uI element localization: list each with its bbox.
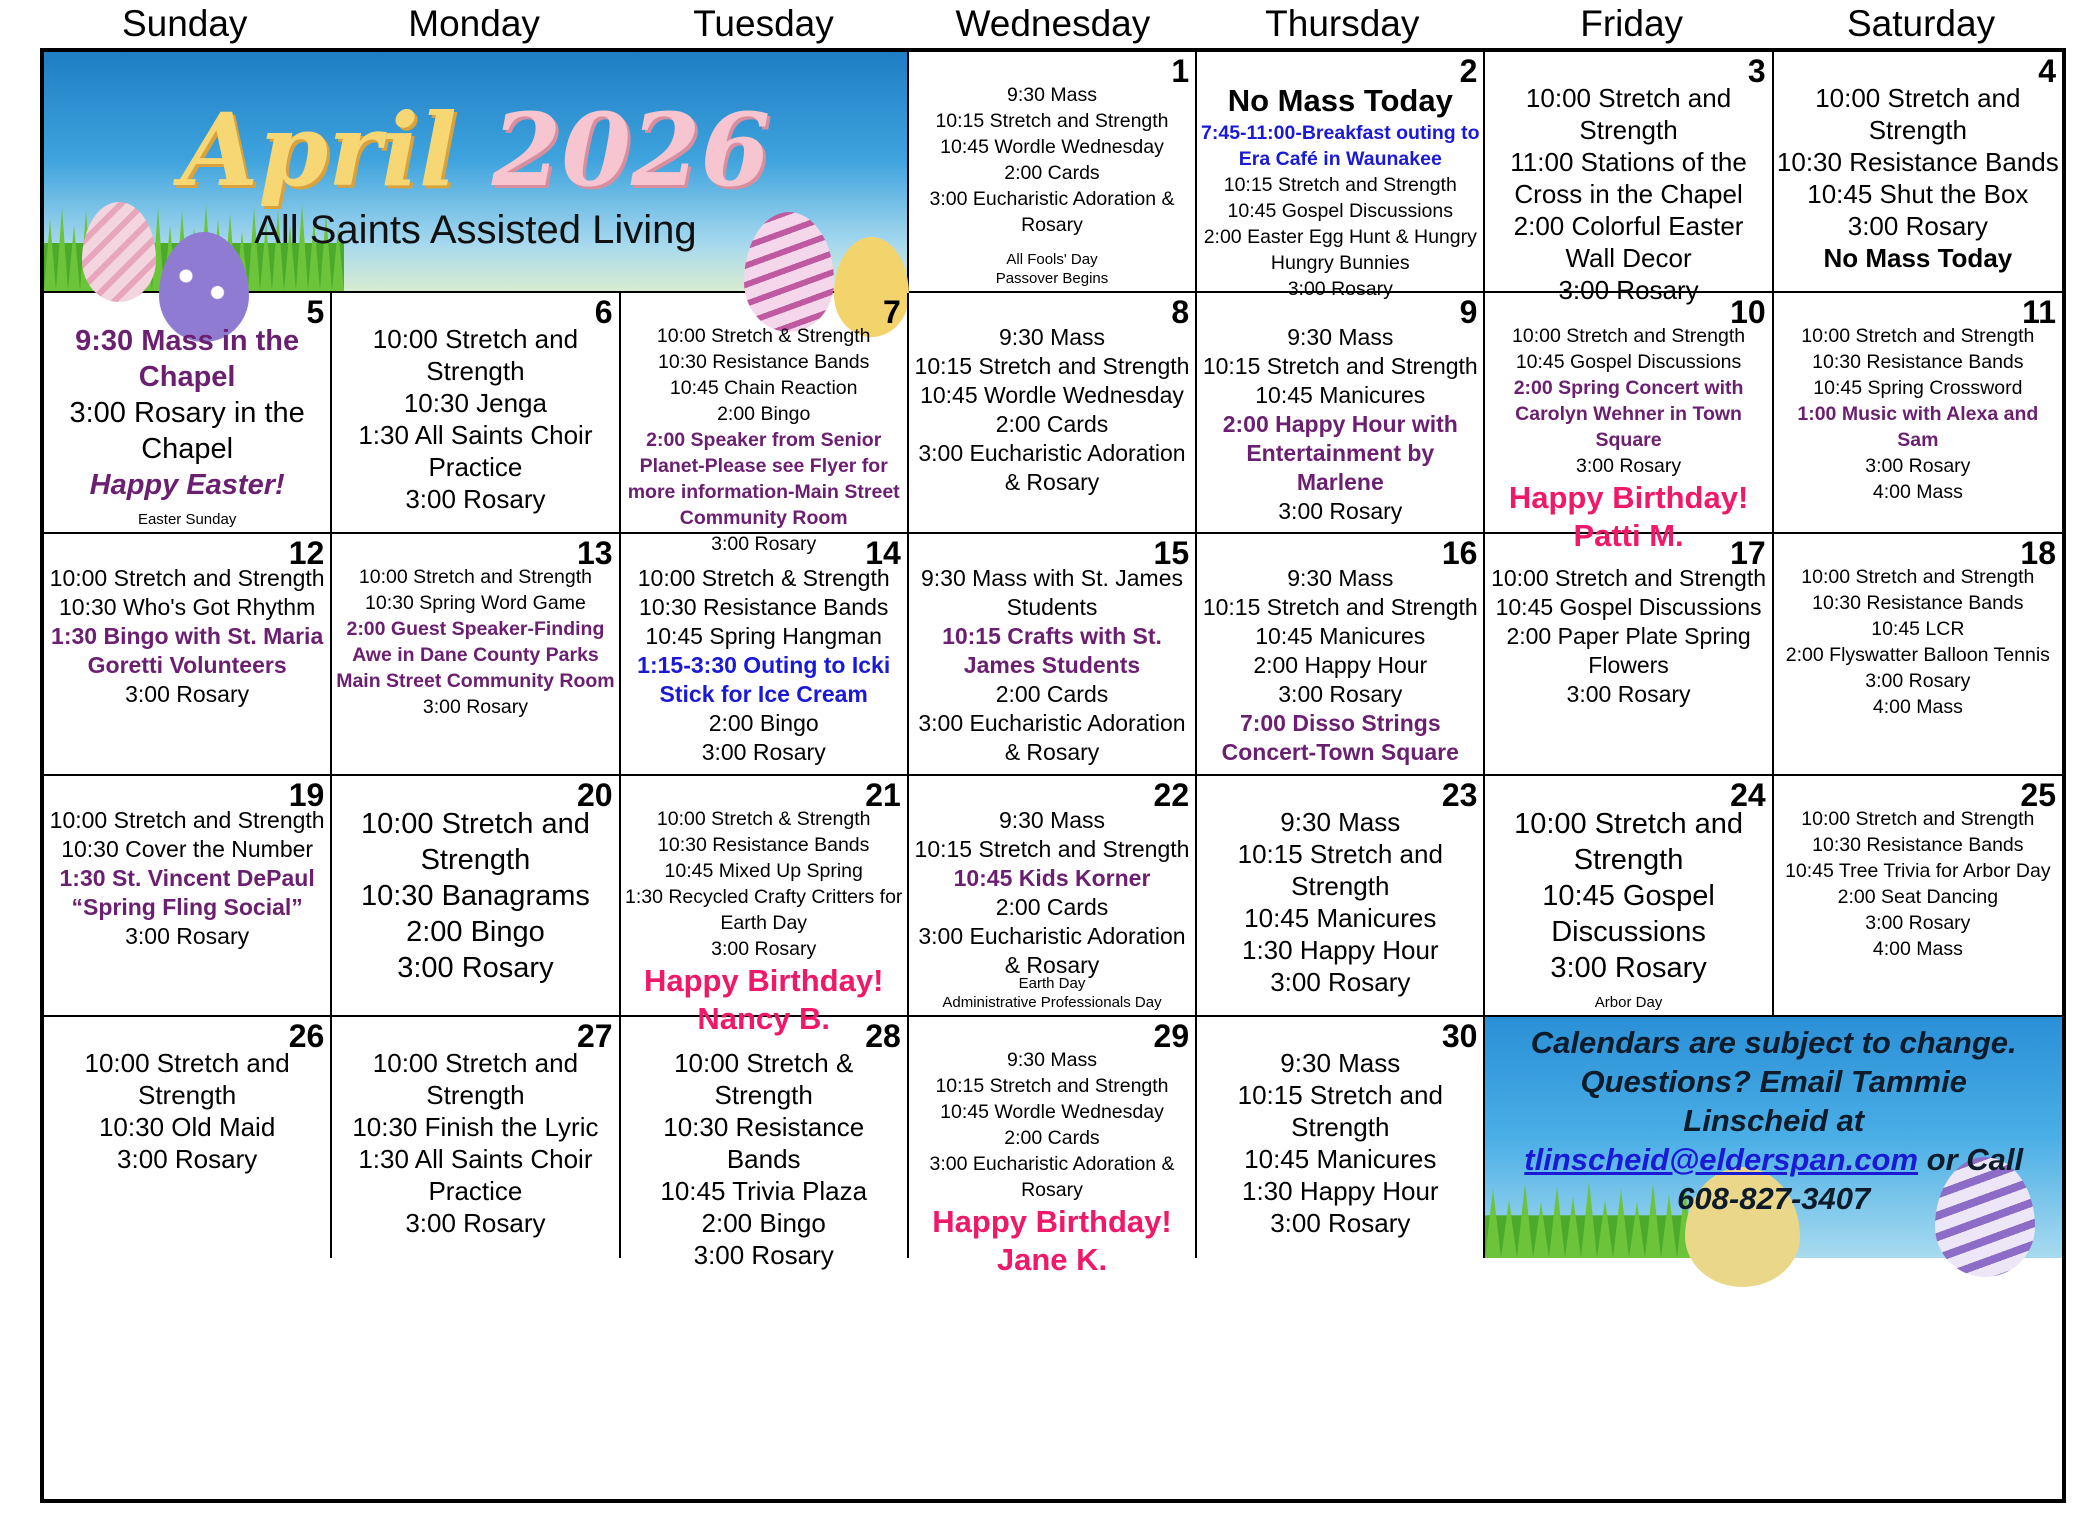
event-item: 10:45 Mixed Up Spring <box>664 859 863 882</box>
holiday-note <box>909 974 1195 1012</box>
event-item: 3:00 Rosary <box>693 1239 834 1270</box>
event-item: 10:00 Stretch and Strength <box>49 806 325 833</box>
event-item: 4:00 Mass <box>1872 937 1963 960</box>
event-item: 3:00 Rosary <box>711 937 817 960</box>
event-item: 2:00 Bingo <box>701 1207 826 1238</box>
event-list <box>912 1047 1192 1279</box>
event-item: 3:00 Eucharistic Adoration & Rosary <box>929 188 1175 236</box>
holiday-label: Earth Day <box>1018 974 1086 992</box>
event-item: 10:30 Resistance Bands <box>1812 592 2024 615</box>
info-line-3: Linscheid at <box>1683 1102 1865 1138</box>
event-item: 10:00 Stretch and Strength <box>372 324 579 387</box>
event-item: 9:30 Mass <box>998 324 1106 351</box>
event-item: 10:45 Kids Korner <box>953 864 1151 891</box>
event-item: 10:45 Wordle Wednesday <box>940 136 1164 158</box>
day-number: 26 <box>288 1017 325 1054</box>
event-item: 1:00 Music with Alexa and Sam <box>1797 403 2039 452</box>
event-item: 1:15-3:30 Outing to Icki Stick for Ice Cream <box>637 652 891 708</box>
event-item: 9:30 Mass <box>998 806 1106 833</box>
event-item: Happy Birthday! Nancy B. <box>643 962 884 1036</box>
holiday-label: All Fools' Day <box>1006 251 1098 269</box>
event-item: 10:30 Banagrams <box>360 879 590 912</box>
day-number: 20 <box>576 776 613 813</box>
holiday-note <box>1485 993 1771 1012</box>
day-cell-9 <box>1197 293 1485 534</box>
event-item: 10:45 Gospel Discussions <box>1495 594 1762 621</box>
event-item: 10:45 Shut the Box <box>1807 179 2029 209</box>
day-cell-2 <box>1197 52 1485 300</box>
day-number: 12 <box>288 535 325 572</box>
day-cell-14 <box>621 534 909 775</box>
phone-number: 608-827-3407 <box>1677 1180 1871 1216</box>
event-list <box>335 323 615 515</box>
event-list <box>624 564 904 767</box>
day-number: 1 <box>1171 53 1190 89</box>
event-item: 10:30 Old Maid <box>98 1111 276 1142</box>
day-cell-12 <box>44 534 332 775</box>
weekday-wednesday: Wednesday <box>955 3 1151 44</box>
event-list <box>335 564 615 720</box>
day-number: 28 <box>865 1017 901 1054</box>
event-item: 2:00 Guest Speaker-Finding Awe in Dane County Parks <box>346 618 605 667</box>
event-item: 2:00 Bingo <box>406 915 545 948</box>
holiday-label: Administrative Professionals Day <box>942 993 1162 1011</box>
day-cell-1 <box>909 52 1197 293</box>
event-item: 3:00 Rosary <box>711 533 817 556</box>
event-list <box>47 806 327 951</box>
event-list <box>47 564 327 709</box>
event-item: Happy Easter! <box>89 469 285 502</box>
event-item: 10:45 Gospel Discussions <box>1227 200 1453 222</box>
holiday-note <box>44 510 330 529</box>
event-item: 3:00 Rosary <box>1270 966 1411 997</box>
event-item: 2:00 Paper Plate Spring Flowers <box>1506 623 1751 679</box>
day-number: 27 <box>576 1017 613 1054</box>
event-item: 1:30 All Saints Choir Practice <box>358 1143 593 1206</box>
event-item: 10:30 Resistance Bands <box>1812 833 2024 856</box>
event-item: 9:30 Mass <box>1287 324 1394 351</box>
day-cell-19 <box>44 776 332 1017</box>
event-item: 2:00 Happy Hour with Entertainment by Marlene <box>1222 411 1458 496</box>
day-cell-29 <box>909 1017 1197 1277</box>
event-item: 2:00 Speaker from Senior Planet-Please see Flyer for more information-Main Street Community Room <box>627 429 900 530</box>
event-item: 10:15 Stretch and Strength <box>1202 353 1478 380</box>
event-item: 10:30 Jenga <box>403 388 547 419</box>
event-item: 3:00 Rosary <box>1865 670 1971 693</box>
event-item: No Mass Today <box>1227 83 1453 118</box>
event-list <box>1488 82 1768 306</box>
day-number: 30 <box>1441 1017 1478 1054</box>
day-number: 11 <box>2022 294 2056 331</box>
event-item: 10:45 Spring Crossword <box>1813 377 2023 400</box>
day-cell-25 <box>1774 776 2062 1017</box>
event-list <box>335 806 615 986</box>
day-number: 15 <box>1153 535 1190 572</box>
event-item: 10:30 Resistance Bands <box>663 1111 865 1174</box>
event-item: 4:00 Mass <box>1872 696 1963 719</box>
weekday-tuesday: Tuesday <box>693 3 834 44</box>
event-list <box>1488 564 1768 709</box>
event-item: 3:00 Rosary <box>1865 911 1971 934</box>
event-item: 3:00 Rosary <box>1278 498 1403 525</box>
event-item: 3:00 Eucharistic Adoration & Rosary <box>929 1152 1175 1201</box>
event-list <box>47 1047 327 1175</box>
day-cell-26 <box>44 1017 332 1258</box>
event-item: 3:00 Rosary <box>1575 455 1682 478</box>
day-number: 7 <box>883 294 901 331</box>
email-link[interactable]: tlinscheid@elderspan.com <box>1524 1141 1919 1177</box>
event-item: Happy Birthday! Jane K. <box>932 1203 1172 1277</box>
event-item: 10:00 Stretch & Strength <box>656 807 871 830</box>
day-number: 29 <box>1153 1017 1190 1054</box>
event-item: 2:00 Cards <box>995 411 1109 438</box>
day-cell-15 <box>909 534 1197 775</box>
weekday-monday: Monday <box>408 3 540 44</box>
event-item: 10:00 Stretch and Strength <box>1815 83 2021 145</box>
event-item: 10:00 Stretch and Strength <box>1514 807 1744 876</box>
info-line-1: Calendars are subject to change. <box>1530 1024 2017 1060</box>
event-item: 4:00 Mass <box>1872 481 1963 504</box>
event-item: 10:00 Stretch and Strength <box>358 566 592 589</box>
contact-info-box <box>1485 1017 2062 1258</box>
event-list <box>624 1047 904 1271</box>
event-item: 9:30 Mass <box>1007 1048 1097 1071</box>
event-item: 3:00 Rosary <box>701 739 826 766</box>
holiday-label: Passover Begins <box>995 270 1109 288</box>
event-item: 3:00 Rosary <box>125 681 250 708</box>
event-list <box>1200 806 1480 998</box>
event-item: 10:30 Resistance Bands <box>639 594 889 621</box>
event-item: 3:00 Rosary <box>405 1207 546 1238</box>
event-list <box>1200 82 1480 302</box>
event-item: 2:00 Colorful Easter Wall Decor <box>1513 211 1744 273</box>
day-cell-27 <box>332 1017 620 1258</box>
event-item: 3:00 Eucharistic Adoration & Rosary <box>918 440 1186 496</box>
event-item: 10:00 Stretch and Strength <box>1525 83 1732 145</box>
event-item: 10:00 Stretch and Strength <box>1491 565 1767 592</box>
event-item: 10:00 Stretch and Strength <box>1512 325 1746 348</box>
event-item: 3:00 Rosary <box>422 696 528 719</box>
event-item: 10:00 Stretch and Strength <box>1801 807 2035 830</box>
event-item: 10:30 Resistance Bands <box>658 833 870 856</box>
event-item: 2:00 Bingo <box>708 710 819 737</box>
event-item: 2:00 Cards <box>995 893 1109 920</box>
or-call-text: or Call <box>1918 1141 2024 1177</box>
event-item: 3:00 Rosary <box>1287 278 1393 300</box>
day-cell-17 <box>1485 534 1773 775</box>
banner-title <box>44 90 907 210</box>
event-list <box>1200 1047 1480 1239</box>
event-item: 10:45 Manicures <box>1244 902 1437 933</box>
day-cell-4 <box>1774 52 2062 293</box>
event-item: 3:00 Rosary <box>125 922 250 949</box>
event-item: 10:45 Wordle Wednesday <box>940 1100 1164 1123</box>
event-item: 10:15 Crafts with St. James Students <box>942 623 1162 679</box>
event-item: 3:00 Rosary <box>1566 681 1691 708</box>
weekday-friday: Friday <box>1580 3 1684 44</box>
event-list <box>1200 323 1480 526</box>
event-list <box>1777 323 2059 505</box>
event-item: 10:45 Chain Reaction <box>669 377 858 400</box>
event-item: 10:30 Cover the Number <box>61 835 314 862</box>
day-number: 9 <box>1459 294 1478 331</box>
event-item: Main Street Community Room <box>336 670 615 693</box>
event-item: 10:00 Stretch and Strength <box>1801 325 2035 348</box>
event-item: 3:00 Rosary <box>1865 455 1971 478</box>
event-item: 10:30 Finish the Lyric <box>352 1111 599 1142</box>
event-item: 10:30 Resistance Bands <box>1812 351 2024 374</box>
event-list <box>1488 323 1768 555</box>
day-cell-20 <box>332 776 620 1017</box>
event-item: 2:00 Cards <box>995 681 1109 708</box>
day-cell-5 <box>44 293 332 534</box>
event-item: 11:00 Stations of the Cross in the Chapel <box>1510 147 1747 209</box>
event-item: 3:00 Eucharistic Adoration & Rosary <box>918 922 1186 978</box>
event-item: 2:00 Bingo <box>717 403 811 426</box>
event-item: 3:00 Rosary <box>1847 211 1988 241</box>
contact-info-text <box>1489 1023 2058 1218</box>
event-item: 10:15 Stretch and Strength <box>1237 1079 1443 1142</box>
holiday-note <box>909 250 1195 288</box>
event-item: 1:30 Happy Hour <box>1242 1175 1439 1206</box>
weekday-header-row <box>40 0 2066 48</box>
day-number: 17 <box>1730 535 1766 572</box>
event-item: 10:30 Spring Word Game <box>365 592 586 615</box>
event-item: 10:30 Resistance Bands <box>658 351 870 374</box>
event-item: 7:00 Disso Strings Concert-Town Square <box>1221 710 1459 766</box>
event-list <box>1488 806 1768 986</box>
event-item: 10:15 Stretch and Strength <box>914 353 1190 380</box>
event-list <box>624 323 904 557</box>
day-number: 8 <box>1171 294 1190 331</box>
event-item: 10:45 Manicures <box>1255 623 1426 650</box>
event-item: 1:30 All Saints Choir Practice <box>358 420 593 483</box>
day-number: 2 <box>1459 53 1478 89</box>
banner-subtitle: All Saints Assisted Living <box>254 208 697 252</box>
day-number: 10 <box>1730 294 1766 331</box>
event-item: 3:00 Rosary <box>1278 681 1403 708</box>
event-item: 1:30 Happy Hour <box>1242 934 1439 965</box>
banner-year: 2026 <box>491 91 771 209</box>
banner-month: April <box>180 91 457 209</box>
day-cell-13 <box>332 534 620 775</box>
event-item: 10:00 Stretch & Strength <box>674 1047 854 1110</box>
day-cell-24 <box>1485 776 1773 1017</box>
event-item: 10:00 Stretch & Strength <box>637 565 890 592</box>
holiday-label: Easter Sunday <box>137 511 237 529</box>
day-number: 19 <box>288 776 325 813</box>
event-item: 3:00 Rosary <box>405 484 546 515</box>
event-item: 10:45 Gospel Discussions <box>1515 351 1742 374</box>
event-list <box>335 1047 615 1239</box>
event-item: 10:15 Stretch and Strength <box>935 110 1169 132</box>
event-item: 9:30 Mass with St. James Students <box>920 565 1184 621</box>
event-item: 2:00 Happy Hour <box>1253 652 1428 679</box>
event-item: 3:00 Rosary <box>1270 1207 1411 1238</box>
event-item: 9:30 Mass <box>1280 1047 1401 1078</box>
event-item: 10:45 Trivia Plaza <box>660 1175 868 1206</box>
day-number: 3 <box>1747 53 1766 89</box>
day-cell-28 <box>621 1017 909 1270</box>
day-number: 13 <box>576 535 613 572</box>
event-item: 2:00 Cards <box>1004 162 1100 184</box>
day-cell-18 <box>1774 534 2062 775</box>
event-item: 10:00 Stretch & Strength <box>656 325 871 348</box>
event-item: 2:00 Seat Dancing <box>1837 885 1999 908</box>
event-item: 10:45 Manicures <box>1244 1143 1437 1174</box>
event-item: 9:30 Mass <box>1287 565 1394 592</box>
event-item: 9:30 Mass <box>1280 806 1401 837</box>
event-item: 2:00 Cards <box>1004 1126 1100 1149</box>
event-item: Happy Birthday! Patti M. <box>1508 480 1749 554</box>
day-cell-16 <box>1197 534 1485 775</box>
event-item: 10:45 Gospel Discussions <box>1542 879 1715 948</box>
day-number: 24 <box>1730 776 1766 813</box>
event-item: 10:15 Stretch and Strength <box>1223 174 1457 196</box>
event-item: 10:00 Stretch and Strength <box>360 807 590 876</box>
event-item: 2:00 Spring Concert with Carolyn Wehner in Town Square <box>1513 377 1744 452</box>
event-item: 10:30 Resistance Bands <box>1776 147 2059 177</box>
event-list <box>912 564 1192 767</box>
day-number: 4 <box>2038 53 2056 89</box>
event-item: 10:45 Manicures <box>1255 382 1426 409</box>
info-line-2: Questions? Email Tammie <box>1580 1063 1967 1099</box>
day-number: 6 <box>594 294 613 331</box>
event-item: 2:00 Flyswatter Balloon Tennis <box>1785 644 2050 667</box>
event-list <box>1200 564 1480 767</box>
event-item: 3:00 Rosary in the Chapel <box>69 397 305 466</box>
weekday-thursday: Thursday <box>1265 3 1420 44</box>
event-item: 3:00 Eucharistic Adoration & Rosary <box>918 710 1186 766</box>
event-item: 7:45-11:00-Breakfast outing to Era Café in Waunakee <box>1201 122 1480 170</box>
event-list <box>1777 564 2059 720</box>
event-item: 10:45 LCR <box>1871 618 1965 641</box>
event-item: 9:30 Mass in the Chapel <box>75 325 300 394</box>
holiday-label: Arbor Day <box>1594 993 1663 1011</box>
event-item: 10:45 Tree Trivia for Arbor Day <box>1785 859 2051 882</box>
day-number: 23 <box>1441 776 1478 813</box>
weekday-saturday: Saturday <box>1846 3 1996 44</box>
event-item: 10:45 Spring Hangman <box>645 623 882 650</box>
event-list <box>912 82 1192 238</box>
day-cell-3 <box>1485 52 1773 305</box>
day-cell-11 <box>1774 293 2062 534</box>
event-item: 1:30 Recycled Crafty Critters for Earth Day <box>624 885 903 934</box>
event-item: 2:00 Easter Egg Hunt & Hungry Hungry Bunnies <box>1203 226 1477 274</box>
event-item: 1:30 Bingo with St. Maria Goretti Volunteers <box>51 623 324 679</box>
event-item: 1:30 St. Vincent DePaul “Spring Fling Social” <box>59 864 315 920</box>
event-item: 10:00 Stretch and Strength <box>49 565 325 592</box>
event-item: 10:15 Stretch and Strength <box>1202 594 1478 621</box>
day-cell-30 <box>1197 1017 1485 1258</box>
event-list <box>912 806 1192 980</box>
event-item: 10:15 Stretch and Strength <box>914 835 1190 862</box>
event-item: 3:00 Rosary <box>397 951 554 984</box>
event-list <box>47 323 327 503</box>
event-list <box>912 323 1192 497</box>
event-item: 3:00 Rosary <box>1558 275 1699 305</box>
event-item: No Mass Today <box>1823 243 2013 273</box>
event-list <box>624 806 904 1038</box>
event-item: 9:30 Mass <box>1007 84 1097 106</box>
month-banner <box>44 52 909 293</box>
event-item: 10:15 Stretch and Strength <box>935 1074 1169 1097</box>
day-cell-8 <box>909 293 1197 534</box>
event-list <box>1777 806 2059 962</box>
event-item: 10:00 Stretch and Strength <box>372 1047 579 1110</box>
day-number: 18 <box>2020 535 2056 572</box>
day-number: 22 <box>1153 776 1190 813</box>
event-item: 10:00 Stretch and Strength <box>1801 566 2035 589</box>
event-item: 10:45 Wordle Wednesday <box>920 382 1184 409</box>
day-number: 21 <box>865 776 901 813</box>
day-cell-23 <box>1197 776 1485 1017</box>
day-number: 5 <box>306 294 325 331</box>
event-item: 10:00 Stretch and Strength <box>84 1047 290 1110</box>
event-item: 10:15 Stretch and Strength <box>1237 838 1443 901</box>
event-list <box>1777 82 2059 274</box>
event-item: 3:00 Rosary <box>117 1143 258 1174</box>
event-item: 10:30 Who's Got Rhythm <box>59 594 316 621</box>
day-cell-6 <box>332 293 620 534</box>
day-number: 25 <box>2020 776 2056 813</box>
day-number: 14 <box>865 535 901 572</box>
event-item: 3:00 Rosary <box>1550 951 1707 984</box>
weekday-sunday: Sunday <box>121 3 248 44</box>
day-number: 16 <box>1441 535 1478 572</box>
calendar-grid <box>40 48 2066 1503</box>
day-cell-22 <box>909 776 1197 1017</box>
